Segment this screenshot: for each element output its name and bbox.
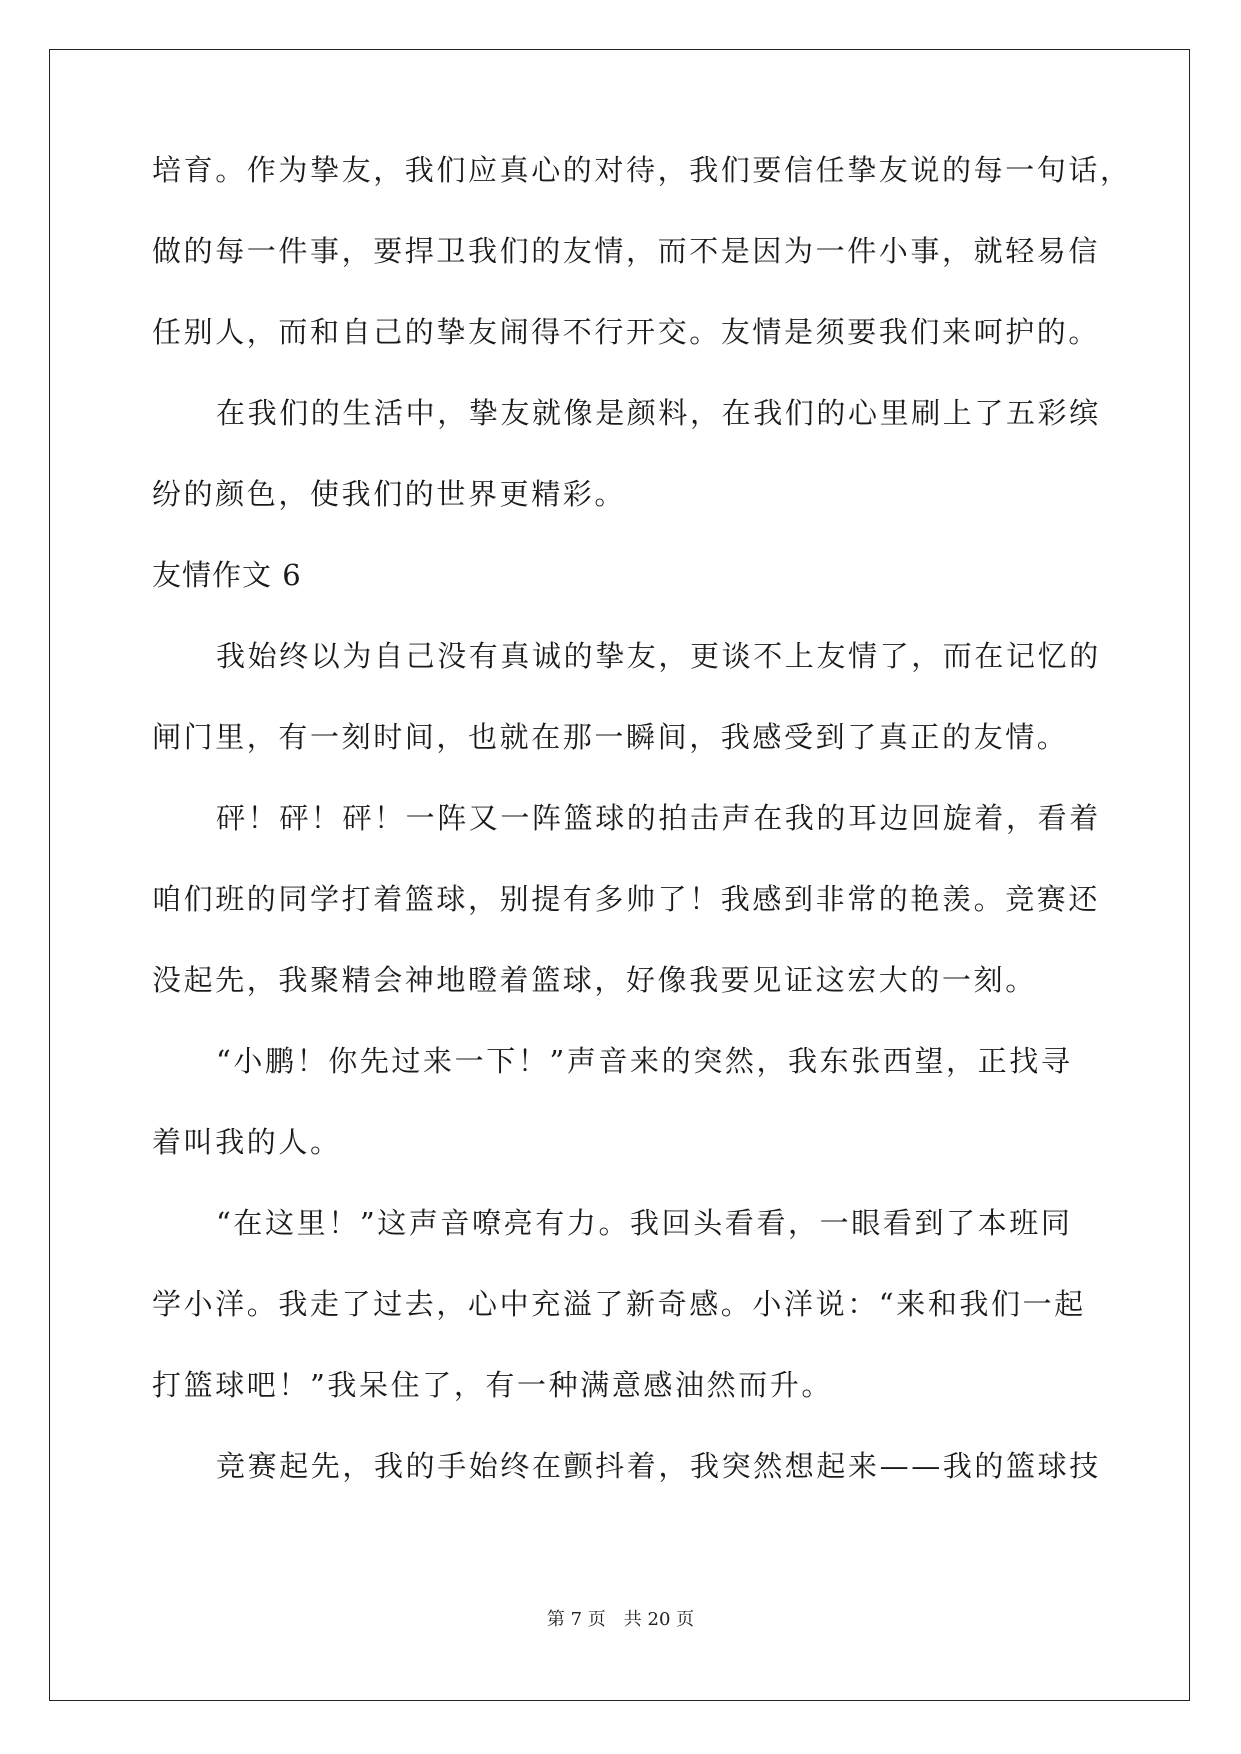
text-line: “在这里！”这声音嘹亮有力。我回头看看，一眼看到了本班同: [216, 1206, 1073, 1240]
text-line: 打篮球吧！”我呆住了，有一种满意感油然而升。: [152, 1368, 834, 1402]
text-line: 纷的颜色，使我们的世界更精彩。: [152, 477, 627, 511]
section-heading: 友情作文 6: [152, 558, 302, 592]
text-line: 着叫我的人。: [152, 1125, 342, 1159]
text-line: “小鹏！你先过来一下！”声音来的突然，我东张西望，正找寻: [216, 1044, 1073, 1078]
text-line: 我始终以为自己没有真诚的挚友，更谈不上友情了，而在记忆的: [216, 639, 1101, 673]
page-number-footer: 第 7 页 共 20 页: [546, 1609, 695, 1630]
text-line: 没起先，我聚精会神地瞪着篮球，好像我要见证这宏大的一刻。: [152, 963, 1037, 997]
text-line: 任别人，而和自己的挚友闹得不行开交。友情是须要我们来呵护的。: [152, 315, 1101, 349]
text-line: 培育。作为挚友，我们应真心的对待，我们要信任挚友说的每一句话，: [152, 153, 1132, 187]
text-line: 竞赛起先，我的手始终在颤抖着，我突然想起来——我的篮球技: [216, 1449, 1101, 1483]
text-line: 咱们班的同学打着篮球，别提有多帅了！我感到非常的艳羡。竞赛还: [152, 882, 1101, 916]
text-line: 学小洋。我走了过去，心中充溢了新奇感。小洋说：“来和我们一起: [152, 1287, 1086, 1321]
text-line: 砰！砰！砰！一阵又一阵篮球的拍击声在我的耳边回旋着，看着: [216, 801, 1101, 835]
text-line: 在我们的生活中，挚友就像是颜料，在我们的心里刷上了五彩缤: [216, 396, 1101, 430]
text-line: 闸门里，有一刻时间，也就在那一瞬间，我感受到了真正的友情。: [152, 720, 1069, 754]
text-line: 做的每一件事，要捍卫我们的友情，而不是因为一件小事，就轻易信: [152, 234, 1101, 268]
